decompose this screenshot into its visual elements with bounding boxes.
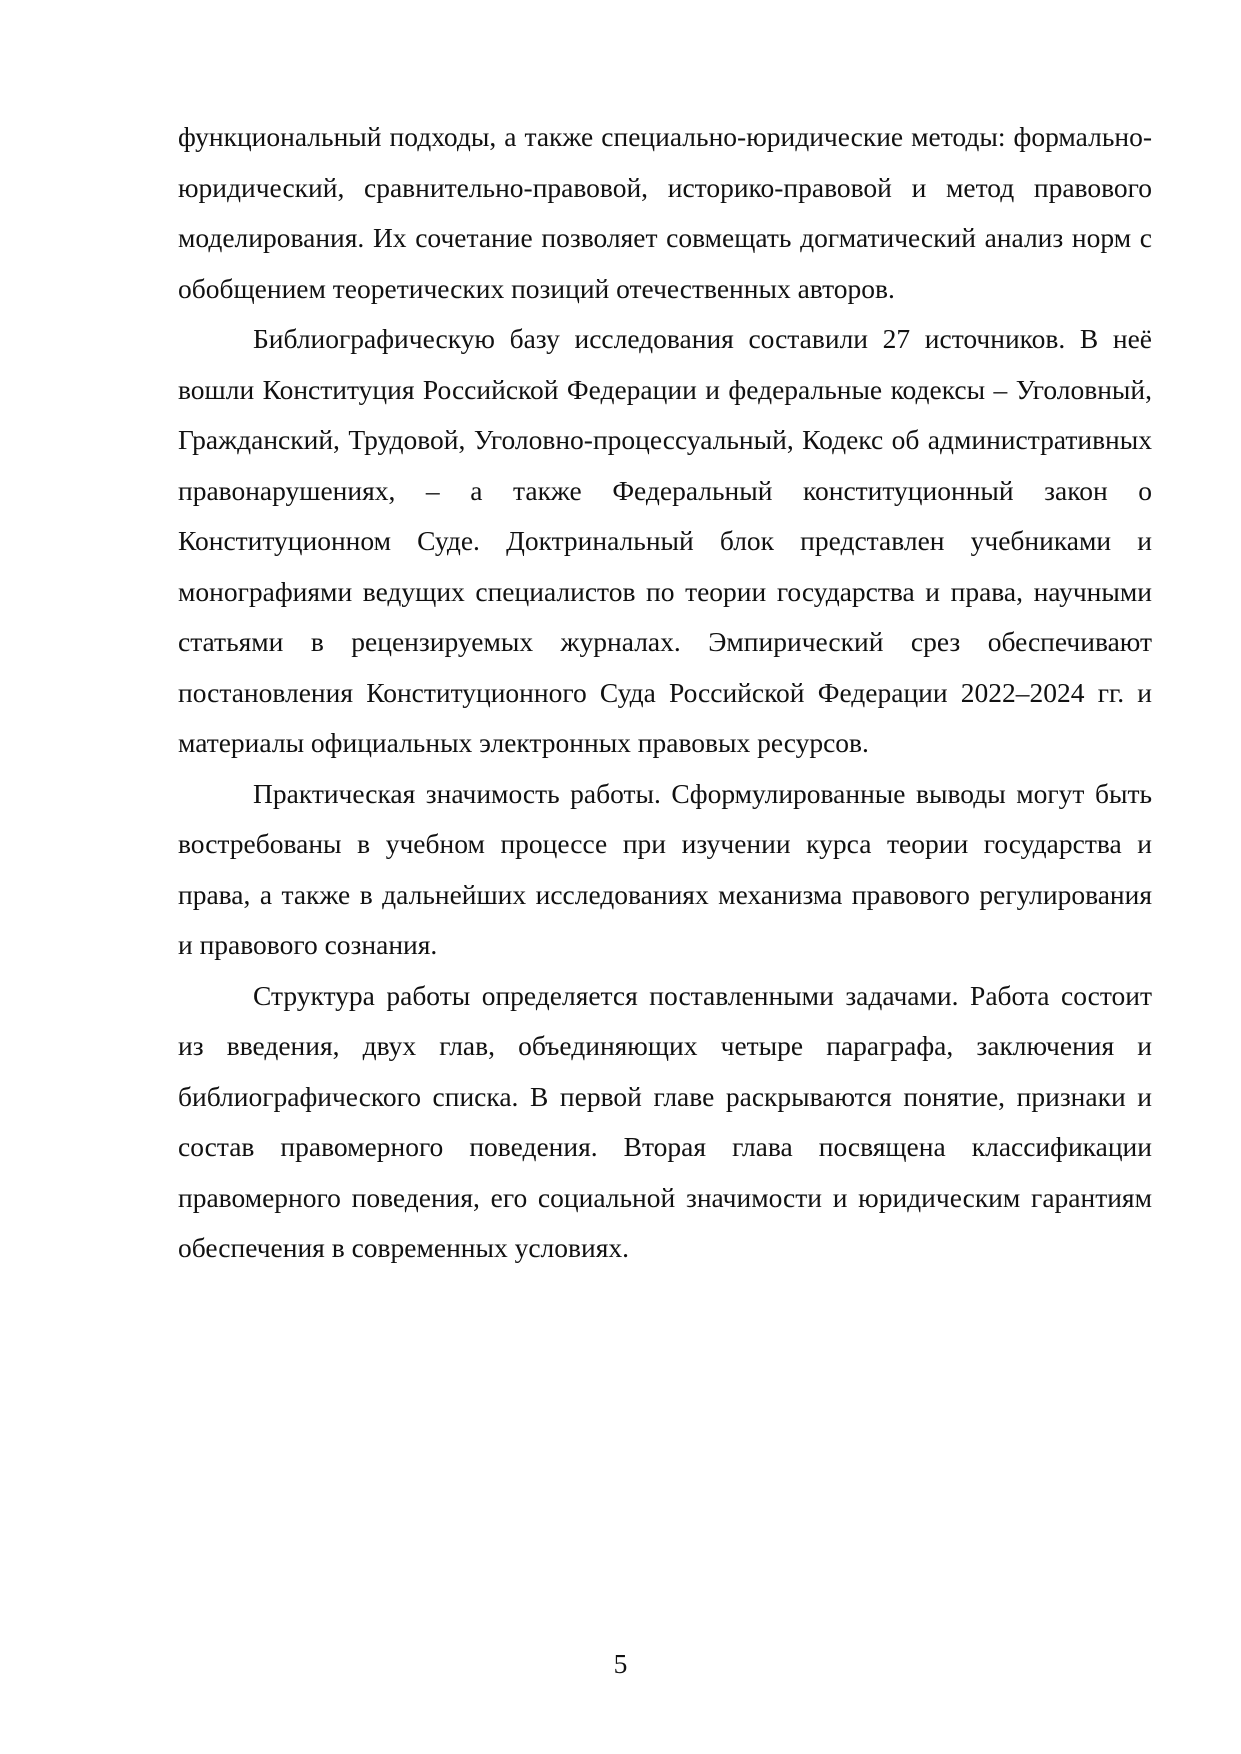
page-number: 5 (613, 1648, 628, 1679)
paragraph-methods-continuation: функциональный подходы, а также специально-юридические методы: формально-юридический, сравнительно-правовой, историко-правовой и метод правового моделирования. Их сочетание позволяет совмещать догматический анализ норм с обобщением теоретических позиций отечественных авторов. (178, 121, 1152, 304)
paragraph-work-structure: Структура работы определяется поставленными задачами. Работа состоит из введения, двух глав, объединяющих четыре параграфа, заключения и библиографического списка. В первой главе раскрываются понятие, признаки и состав правомерного поведения. Вторая глава посвящена классификации правомерного поведения, его социальной значимости и юридическим гарантиям обеспечения в современных условиях. (178, 979, 1152, 1263)
document-body (178, 112, 1152, 1274)
paragraph-bibliographic-base: Библиографическую базу исследования составили 27 источников. В неё вошли Конституция Российской Федерации и федеральные кодексы – Уголовный, Гражданский, Трудовой, Уголовно-процессуальный, Кодекс об административных правонарушениях, – а также Федеральный конституционный закон о Конституционном Суде. Доктринальный блок представлен учебниками и монографиями ведущих специалистов по теории государства и права, научными статьями в рецензируемых журналах. Эмпирический срез обеспечивают постановления Конституционного Суда Российской Федерации 2022–2024 гг. и материалы официальных электронных правовых ресурсов. (178, 323, 1152, 758)
paragraph-practical-significance: Практическая значимость работы. Сформулированные выводы могут быть востребованы в учебном процессе при изучении курса теории государства и права, а также в дальнейших исследованиях механизма правового регулирования и правового сознания. (178, 777, 1152, 960)
